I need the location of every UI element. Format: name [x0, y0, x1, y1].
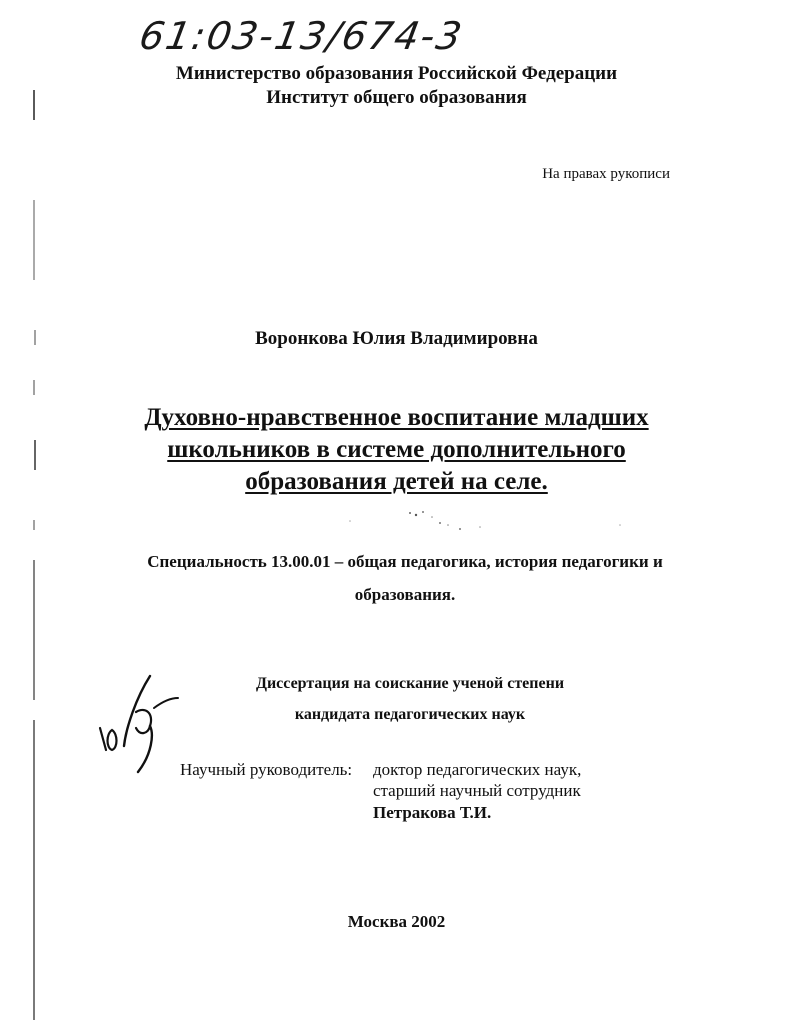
author-name: Воронкова Юлия Владимировна — [255, 328, 538, 349]
title-line: школьников в системе дополнительного — [167, 436, 626, 463]
specialty-line: Специальность 13.00.01 – общая педагогика, история педагогики и — [147, 552, 663, 571]
supervisor-position: старший научный сотрудник — [373, 781, 581, 800]
ministry-name: Министерство образования Российской Федерации — [175, 63, 618, 84]
title-line: образования детей на селе. — [245, 468, 548, 495]
specialty-line: образования. — [354, 585, 456, 604]
dissertation-title — [0, 402, 793, 498]
degree-line: Диссертация на соискание ученой степени — [255, 675, 565, 692]
archive-code: 61:03-13/674-3 — [136, 14, 467, 58]
supervisor-name: Петракова Т.И. — [373, 803, 492, 822]
supervisor-degree: доктор педагогических наук, — [373, 760, 582, 779]
city-year: Москва 2002 — [347, 912, 446, 931]
manuscript-note: На правах рукописи — [542, 166, 670, 182]
ministry-header — [0, 62, 793, 110]
scan-noise — [320, 505, 660, 545]
institute-name: Институт общего образования — [266, 87, 527, 108]
scan-edge-artifact — [30, 0, 40, 1025]
supervisor-label: Научный руководитель: — [180, 760, 353, 779]
title-line: Духовно-нравственное воспитание младших — [144, 404, 649, 431]
degree-line: кандидата педагогических наук — [294, 706, 526, 723]
specialty — [60, 545, 750, 611]
signature — [92, 668, 182, 778]
